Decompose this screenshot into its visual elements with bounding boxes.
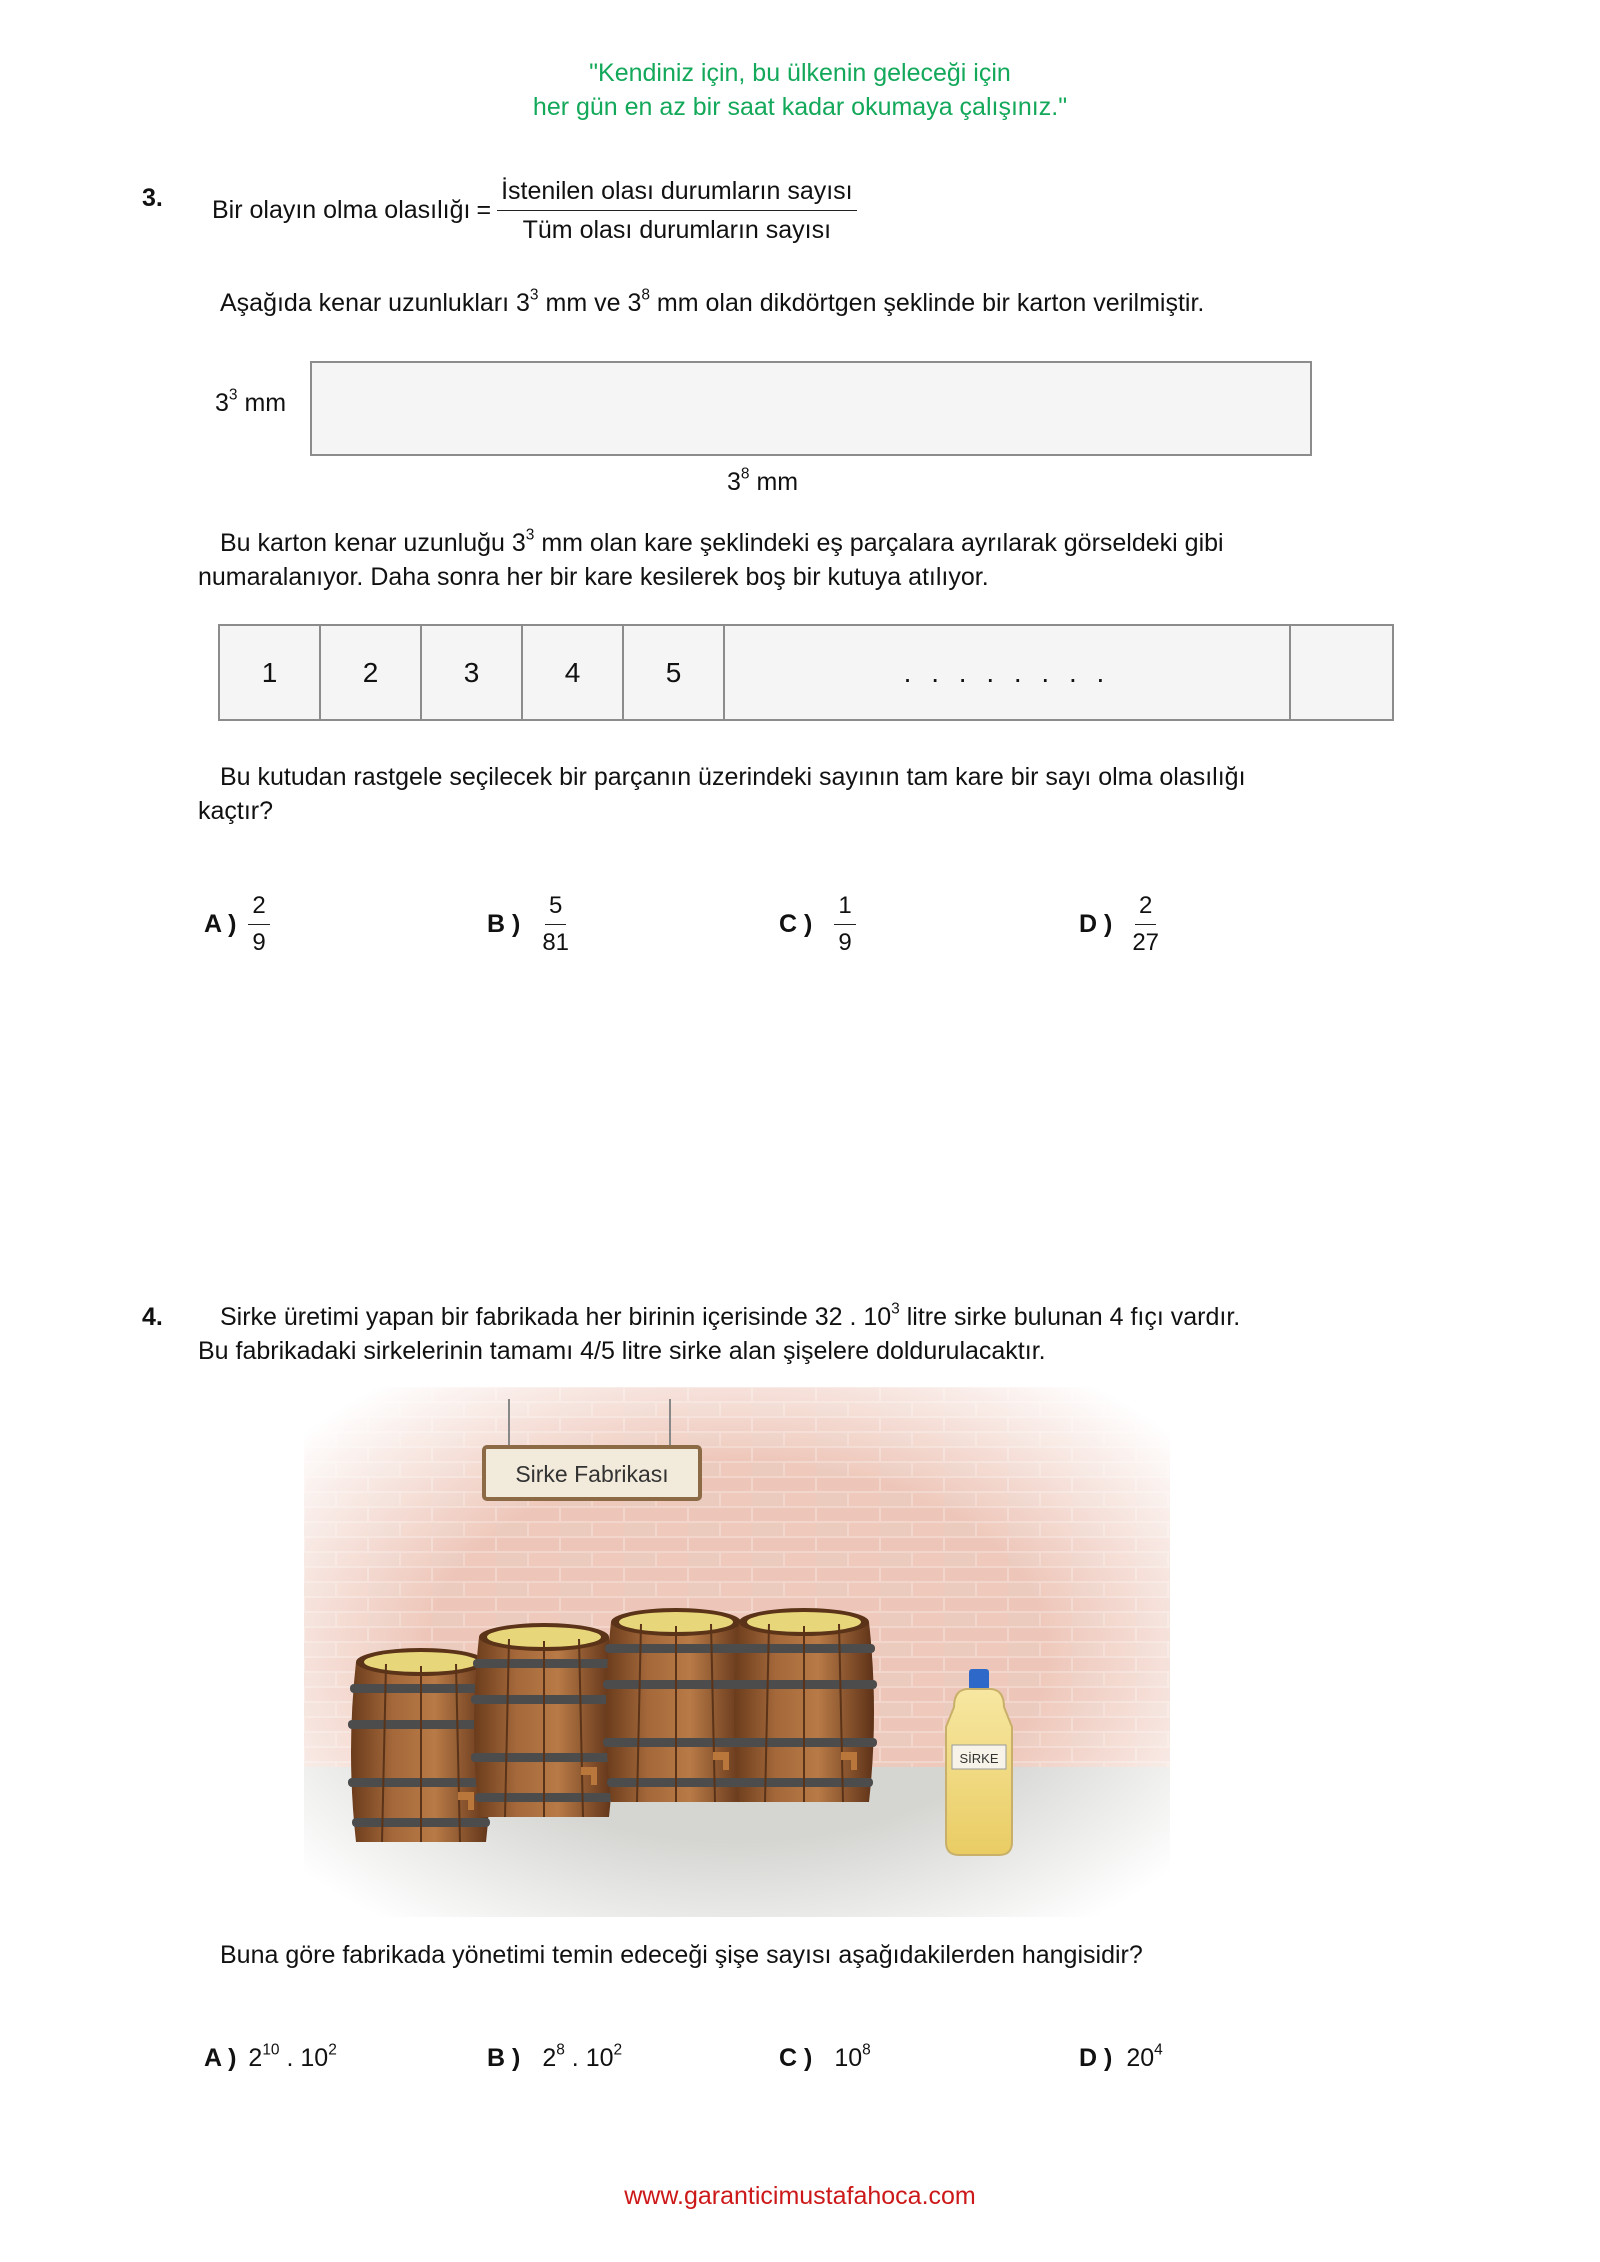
q3-intro: [220, 286, 1204, 320]
option-fraction: [248, 890, 269, 959]
option-value: [834, 2041, 871, 2073]
q3-para2-part2: mm olan kare şeklindeki eş parçalara ayrılarak görseldeki gibi: [534, 529, 1224, 557]
question-4-number: 4.: [142, 1303, 163, 1331]
probability-definition: [212, 174, 857, 247]
fraction-numerator: 2: [1135, 890, 1156, 925]
option-fraction: [1128, 890, 1163, 959]
option-fraction: [538, 890, 573, 959]
option-value: [542, 2041, 623, 2073]
q3-intro-exp2: 8: [641, 286, 650, 304]
q4-line2: Bu fabrikadaki sirkelerinin tamamı 4/5 litre sirke alan şişelere doldurulacaktır.: [198, 1337, 1046, 1365]
fraction-denominator: 9: [838, 929, 852, 956]
option-label: A ): [204, 2044, 237, 2072]
sign-text: Sirke Fabrikası: [515, 1461, 669, 1487]
option-value: [248, 2041, 337, 2073]
q4-line1-exp: 3: [891, 1300, 900, 1318]
option-label: D ): [1079, 910, 1113, 938]
strip-ellipsis-cell: . . . . . . . .: [725, 626, 1291, 719]
q4-line1-part1: Sirke üretimi yapan bir fabrikada her birinin içerisinde 32 . 10: [220, 1303, 892, 1331]
q3-intro-part1: Aşağıda kenar uzunlukları 3: [220, 289, 530, 317]
q4-line1-part2: litre sirke bulunan 4 fıçı vardır.: [899, 1303, 1241, 1331]
bottom-label-base: 3: [727, 468, 741, 496]
exp-2: 2: [328, 2041, 337, 2059]
option-label: A ): [204, 910, 237, 938]
option-label: B ): [487, 910, 521, 938]
base-1: 10: [834, 2044, 863, 2072]
q3-intro-part2: mm ve 3: [538, 289, 642, 317]
strip-cell-1: 1: [220, 626, 321, 719]
fraction-numerator: 2: [248, 890, 269, 925]
footer-url-link[interactable]: www.garanticimustafahoca.com: [624, 2182, 976, 2210]
definition-lhs: Bir olayın olma olasılığı: [212, 196, 471, 224]
option-label: D ): [1079, 2044, 1113, 2072]
exp-1: 10: [262, 2041, 280, 2059]
karton-rectangle: [310, 361, 1312, 456]
bottom-label-exp: 8: [740, 465, 750, 483]
q3-question-line2: kaçtır?: [198, 797, 274, 825]
exp-1: 8: [556, 2041, 565, 2059]
q4-option-b[interactable]: [487, 2041, 623, 2073]
dot-separator: .: [279, 2044, 301, 2072]
definition-fraction: [497, 174, 857, 247]
option-label: C ): [779, 910, 813, 938]
question-3-number: 3.: [142, 184, 163, 212]
strip-cell-4: 4: [523, 626, 624, 719]
q3-para2-line1: [220, 526, 1224, 560]
side-label-unit: mm: [237, 389, 287, 417]
side-label-base: 3: [215, 389, 229, 417]
q3-para2-line2: numaralanıyor. Daha sonra her bir kare kesilerek boş bir kutuya atılıyor.: [198, 563, 989, 591]
base-1: 20: [1126, 2044, 1155, 2072]
bottle-label: SİRKE: [959, 1751, 999, 1766]
q4-option-c[interactable]: [779, 2041, 871, 2073]
option-fraction: [834, 890, 855, 959]
fraction-denominator: 9: [252, 929, 266, 956]
base-2: 10: [300, 2044, 329, 2072]
q3-para2-part1: Bu karton kenar uzunluğu 3: [220, 529, 526, 557]
exp-2: 2: [613, 2041, 623, 2059]
q3-intro-exp1: 3: [529, 286, 539, 304]
bottom-label-unit: mm: [749, 468, 799, 496]
fraction-numerator: 1: [834, 890, 855, 925]
strip-last-cell: [1291, 626, 1392, 719]
option-label: C ): [779, 2044, 813, 2072]
q3-option-b[interactable]: [487, 890, 573, 959]
side-label-exp: 3: [228, 386, 238, 404]
vinegar-factory-illustration: [304, 1387, 1170, 1917]
base-1: 2: [542, 2044, 557, 2072]
base-2: 10: [585, 2044, 614, 2072]
definition-numerator: İstenilen olası durumların sayısı: [497, 174, 857, 211]
option-value: [1126, 2041, 1163, 2073]
karton-bottom-label: [727, 465, 798, 499]
strip-cell-2: 2: [321, 626, 422, 719]
q3-intro-part3: mm olan dikdörtgen şeklinde bir karton verilmiştir.: [649, 289, 1205, 317]
q3-para2-exp: 3: [525, 526, 535, 544]
strip-cell-5: 5: [624, 626, 725, 719]
motto-line-2: her gün en az bir saat kadar okumaya çalışınız.": [532, 93, 1068, 121]
exp-1: 8: [862, 2041, 871, 2059]
q3-option-d[interactable]: [1079, 890, 1163, 959]
dot-separator: .: [564, 2044, 586, 2072]
q4-line1: [220, 1300, 1240, 1334]
q3-option-c[interactable]: [779, 890, 856, 959]
q3-question-line1: Bu kutudan rastgele seçilecek bir parçanın üzerindeki sayının tam kare bir sayı olma olasılığı: [220, 763, 1246, 791]
numbered-strip: [218, 624, 1394, 721]
q3-option-a[interactable]: [204, 890, 270, 959]
equals-sign: =: [476, 196, 492, 224]
exp-1: 4: [1154, 2041, 1163, 2059]
fraction-denominator: 27: [1132, 929, 1160, 956]
q4-option-a[interactable]: [204, 2041, 337, 2073]
fraction-denominator: 81: [542, 929, 570, 956]
karton-side-label: [215, 386, 286, 420]
q4-question: Buna göre fabrikada yönetimi temin edeceği şişe sayısı aşağıdakilerden hangisidir?: [220, 1941, 1143, 1969]
motto-line-1: "Kendiniz için, bu ülkenin geleceği için: [589, 59, 1011, 87]
strip-cell-3: 3: [422, 626, 523, 719]
definition-denominator: Tüm olası durumların sayısı: [522, 216, 832, 244]
base-1: 2: [248, 2044, 263, 2072]
q4-option-d[interactable]: [1079, 2041, 1163, 2073]
option-label: B ): [487, 2044, 521, 2072]
fraction-numerator: 5: [545, 890, 566, 925]
